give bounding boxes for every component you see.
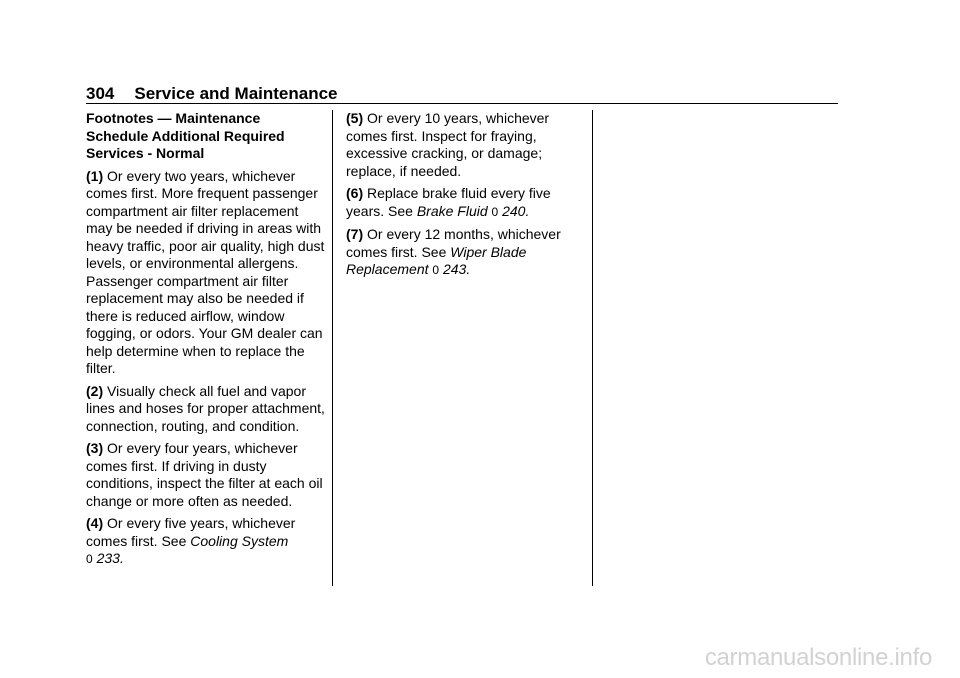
page-header [86,83,838,105]
page-reference-icon: 0 [491,204,499,219]
footnote-text: Or every five years, whichever comes first. See [86,515,296,549]
page-reference-icon: 0 [432,263,440,277]
footnote-suffix: . [466,261,471,277]
footnote-text: Or every two years, whichever comes first. More frequent passenger compartment air filter replacement may be needed if driving in areas with heavy traffic, poor air quality, high dust levels, or environmental allergens. Passenger compartment air filter replacement may also be needed if there is reduced airflow, window fogging, or odors. Your GM dealer can help determine when to replace the filter. [86,167,325,376]
header-rule [86,103,838,104]
footnote-number: (1) [86,167,104,184]
footnote-3 [86,440,326,510]
footnote-4 [86,515,326,569]
footnote-2 [86,383,326,436]
page-reference-link[interactable]: 243 [442,261,467,277]
footnote-text: Visually check all fuel and vapor lines and hoses for proper attachment, connection, routing, and condition. [86,382,325,434]
footnote-text: Or every four years, whichever comes first. If driving in dusty conditions, inspect the filter at each oil change or more often as needed. [86,440,323,509]
page-reference-link[interactable]: 233 [96,550,120,566]
page-number: 304 [86,84,115,103]
footnote-number: (7) [346,226,364,242]
column-left [86,110,326,574]
footnote-suffix: . [525,202,530,219]
column-middle [346,110,586,285]
page-reference-link[interactable]: 240 [502,202,526,219]
watermark: carmanualsonline.info [704,644,932,671]
page-reference-icon: 0 [86,552,93,566]
footnote-number: (2) [86,382,104,399]
footnote-text: Or every 12 months, whichever comes first. See [346,226,561,260]
footnote-text: Or every 10 years, whichever comes first. Inspect for fraying, excessive cracking, or damage; replace, if needed. [346,110,550,179]
section-heading: Footnotes — Maintenance Schedule Additional Required Services - Normal [86,110,285,161]
footnote-suffix: . [119,550,124,566]
column-divider [592,110,593,586]
footnote-1 [86,168,326,378]
cross-reference-link[interactable]: Brake Fluid [416,202,488,219]
footnote-6 [346,185,586,221]
footnote-number: (5) [346,110,364,126]
footnote-number: (6) [346,185,364,201]
footnote-7 [346,226,586,280]
footnote-5 [346,110,586,180]
cross-reference-link[interactable]: Cooling System [190,532,289,549]
cross-reference-link[interactable]: Wiper Blade Replacement [346,243,527,277]
footnote-text: Replace brake fluid every five years. See [346,185,551,219]
column-divider [332,110,333,586]
footnote-number: (3) [86,440,104,456]
footnote-number: (4) [86,515,104,531]
section-title: Service and Maintenance [134,84,338,103]
